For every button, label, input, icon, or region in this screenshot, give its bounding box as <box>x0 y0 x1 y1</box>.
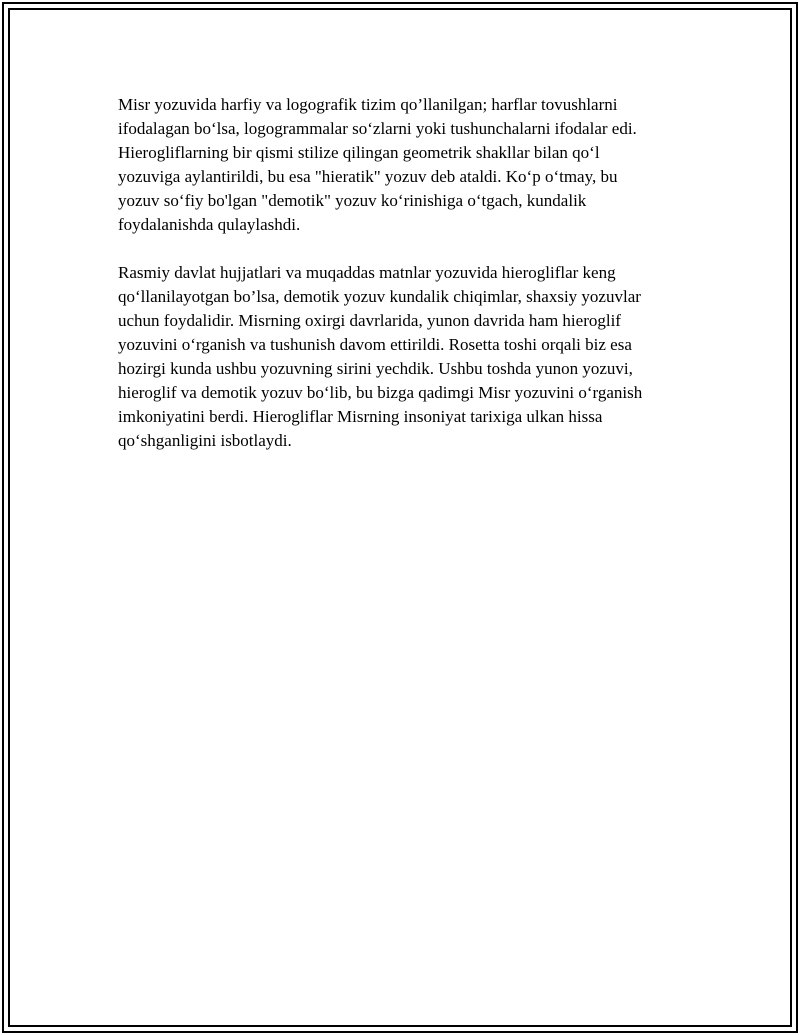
paragraph-line: qo‘shganligini isbotlaydi. <box>118 431 292 450</box>
paragraph-line: hozirgi kunda ushbu yozuvning sirini yechdik. Ushbu toshda yunon yozuvi, <box>118 359 633 378</box>
paragraph-line: uchun foydalidir. Misrning oxirgi davrlarida, yunon davrida ham hieroglif <box>118 311 621 330</box>
paragraph-2 <box>118 261 693 453</box>
paragraph-1 <box>118 93 693 237</box>
document-body <box>118 93 693 477</box>
paragraph-line: yozuv so‘fiy bo'lgan "demotik" yozuv ko‘rinishiga o‘tgach, kundalik <box>118 191 587 210</box>
paragraph-line: yozuviga aylantirildi, bu esa "hieratik" yozuv deb ataldi. Ko‘p o‘tmay, bu <box>118 167 618 186</box>
paragraph-line: hieroglif va demotik yozuv bo‘lib, bu bizga qadimgi Misr yozuvini o‘rganish <box>118 383 643 402</box>
paragraph-line: ifodalagan bo‘lsa, logogrammalar so‘zlarni yoki tushunchalarni ifodalar edi. <box>118 119 637 138</box>
paragraph-line: imkoniyatini berdi. Hierogliflar Misrning insoniyat tarixiga ulkan hissa <box>118 407 603 426</box>
paragraph-line: Hierogliflarning bir qismi stilize qilingan geometrik shakllar bilan qo‘l <box>118 143 600 162</box>
paragraph-line: qo‘llanilayotgan bo’lsa, demotik yozuv kundalik chiqimlar, shaxsiy yozuvlar <box>118 287 641 306</box>
paragraph-line: Rasmiy davlat hujjatlari va muqaddas matnlar yozuvida hierogliflar keng <box>118 263 616 282</box>
paragraph-line: foydalanishda qulaylashdi. <box>118 215 301 234</box>
paragraph-line: Misr yozuvida harfiy va logografik tizim qo’llanilgan; harflar tovushlarni <box>118 95 618 114</box>
paragraph-line: yozuvini o‘rganish va tushunish davom ettirildi. Rosetta toshi orqali biz esa <box>118 335 632 354</box>
